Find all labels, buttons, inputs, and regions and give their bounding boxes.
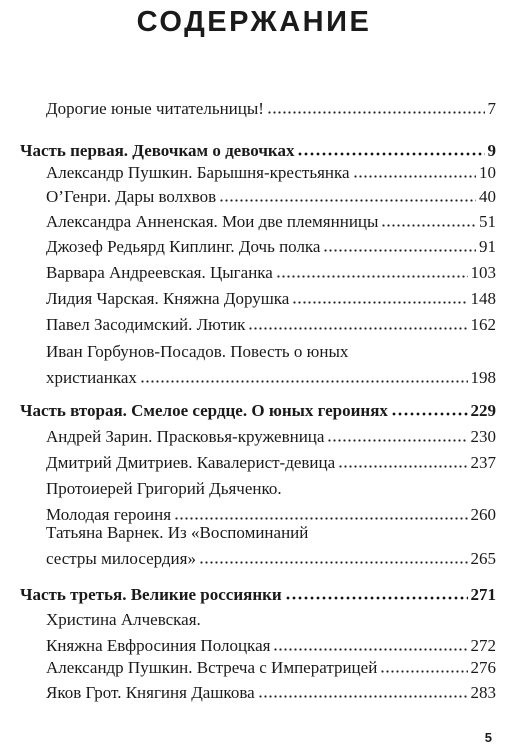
toc-page-number: 198 (470, 368, 496, 387)
toc-page-number: 162 (470, 315, 496, 334)
toc-part-title: Часть третья. Великие россиянки (20, 585, 282, 604)
toc-page-number: 51 (479, 212, 496, 231)
toc-entry-pushkin-baryshnya[interactable] (46, 160, 496, 186)
toc-page-number: 265 (470, 549, 496, 568)
toc-entry-title: христианках (46, 368, 137, 387)
toc-entry-annenskaya[interactable] (46, 209, 496, 235)
dot-leader (353, 163, 476, 178)
toc-entry-title: Дорогие юные читательницы! (46, 99, 264, 118)
toc-entry-title: Дмитрий Дмитриев. Кавалерист-девица (46, 453, 336, 472)
toc-entry-charskaya[interactable] (46, 286, 496, 312)
toc-entry-dmitriev[interactable] (46, 450, 496, 476)
toc-entry-title-line1: Протоиерей Григорий Дьяченко. (46, 479, 282, 498)
toc-entry-title: Варвара Андреевская. Цыганка (46, 263, 273, 282)
toc-page-number: 7 (487, 99, 496, 118)
toc-entry-title-line1: Татьяна Варнек. Из «Воспоминаний (46, 523, 309, 542)
dot-leader (219, 187, 476, 202)
toc-entry-gorbunov-posadov[interactable] (46, 339, 496, 391)
toc-page-number: 229 (470, 401, 496, 420)
toc-entry-title: Александр Пушкин. Встреча с Императрицей (46, 658, 378, 677)
toc-entry-andreevskaya[interactable] (46, 260, 496, 286)
dot-leader (276, 263, 468, 278)
page-title: СОДЕРЖАНИЕ (136, 6, 372, 38)
toc-entry-title: Джозеф Редьярд Киплинг. Дочь полка (46, 237, 321, 256)
dot-leader (273, 636, 467, 651)
dot-leader (380, 658, 467, 673)
toc-entry-alchevskaya[interactable] (46, 607, 496, 659)
dot-leader (338, 453, 467, 468)
toc-page-number: 272 (470, 636, 496, 655)
dot-leader (297, 141, 484, 156)
dot-leader (248, 315, 467, 330)
page-number: 5 (484, 730, 492, 745)
toc-entry-title: Александра Анненская. Мои две племянницы (46, 212, 379, 231)
toc-entry-zarin[interactable] (46, 424, 496, 450)
toc-entry-zasodimsky[interactable] (46, 312, 496, 338)
toc-page-number: 9 (487, 141, 496, 160)
dot-leader (323, 237, 476, 252)
toc-entry-title: Андрей Зарин. Прасковья-кружевница (46, 427, 325, 446)
toc-page-number: 237 (470, 453, 496, 472)
toc-entry-grot[interactable] (46, 680, 496, 706)
toc-entry-pushkin-vstrecha[interactable] (46, 655, 496, 681)
dot-leader (174, 505, 467, 520)
toc-entry-title: сестры милосердия» (46, 549, 196, 568)
toc-page-number: 230 (470, 427, 496, 446)
dot-leader (292, 289, 467, 304)
dot-leader (267, 99, 485, 114)
toc-part-3[interactable] (20, 582, 496, 608)
toc-entry-title: Молодая героиня (46, 505, 172, 524)
toc-entry-ohenry[interactable] (46, 184, 496, 210)
toc-part-title: Часть вторая. Смелое сердце. О юных героинях (20, 401, 388, 420)
dot-leader (381, 212, 476, 227)
toc-page-number: 91 (479, 237, 496, 256)
toc-entry-title: Княжна Евфросиния Полоцкая (46, 636, 271, 655)
dot-leader (258, 683, 468, 698)
dot-leader (199, 549, 468, 564)
toc-entry-title-line1: Иван Горбунов-Посадов. Повесть о юных (46, 342, 349, 361)
toc-part-2[interactable] (20, 398, 496, 424)
toc-part-title: Часть первая. Девочкам о девочках (20, 141, 295, 160)
dot-leader (327, 427, 467, 442)
toc-page-number: 276 (470, 658, 496, 677)
toc-page-number: 260 (470, 505, 496, 524)
toc-entry-title: О’Генри. Дары волхвов (46, 187, 217, 206)
toc-page-number: 103 (470, 263, 496, 282)
toc-entry-title: Александр Пушкин. Барышня-крестьянка (46, 163, 350, 182)
toc-page-number: 271 (470, 585, 496, 604)
toc-entry-intro[interactable] (46, 96, 496, 122)
toc-page-number: 10 (479, 163, 496, 182)
toc-entry-title: Лидия Чарская. Княжна Дорушка (46, 289, 290, 308)
toc-entry-title: Павел Засодимский. Лютик (46, 315, 246, 334)
toc-entry-varnek[interactable] (46, 520, 496, 572)
toc-page-number: 40 (479, 187, 496, 206)
toc-page-number: 148 (470, 289, 496, 308)
dot-leader (391, 401, 468, 416)
dot-leader (285, 585, 468, 600)
toc-entry-title: Яков Грот. Княгиня Дашкова (46, 683, 255, 702)
dot-leader (140, 368, 468, 383)
toc-page-number: 283 (470, 683, 496, 702)
toc-entry-kipling[interactable] (46, 234, 496, 260)
toc-entry-title-line1: Христина Алчевская. (46, 610, 201, 629)
